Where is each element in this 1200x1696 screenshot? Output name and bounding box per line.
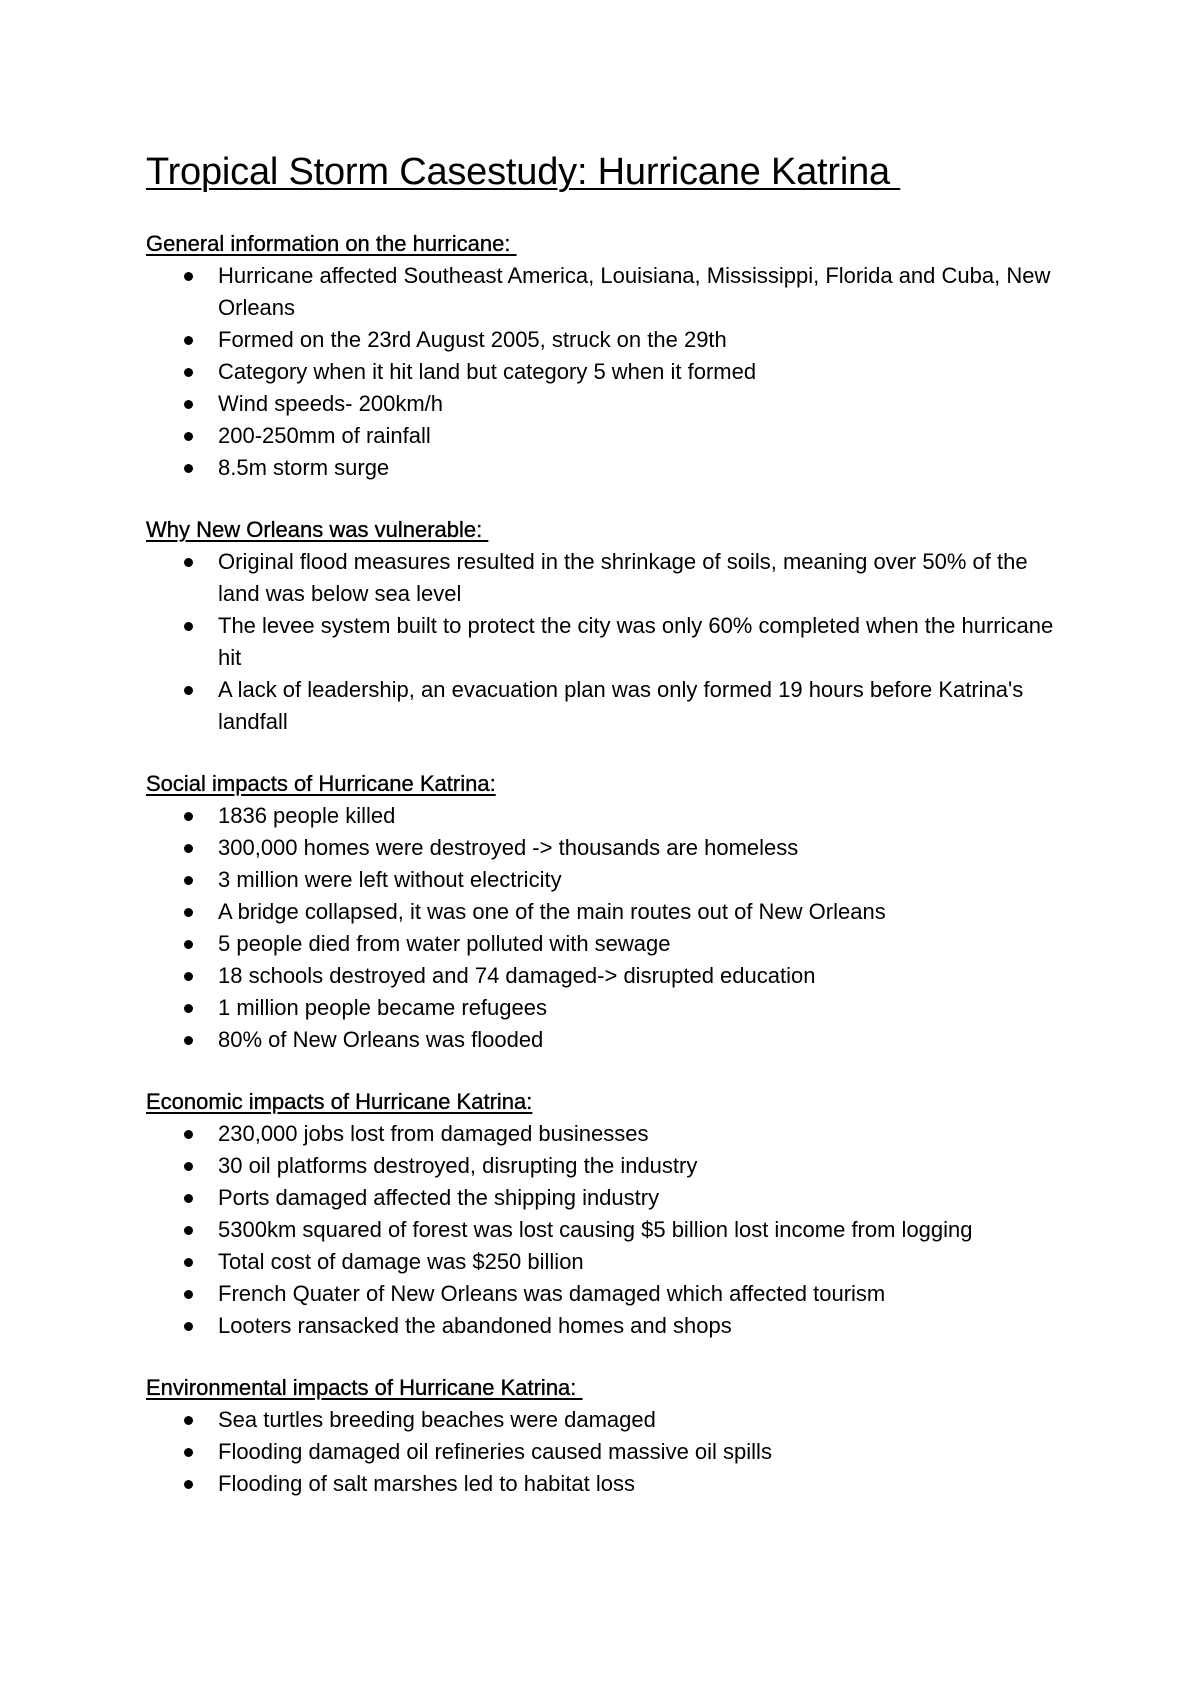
- bullet-icon: [184, 1258, 193, 1267]
- section-heading: General information on the hurricane:: [146, 231, 517, 256]
- list-item: [146, 896, 1066, 928]
- page-title: Tropical Storm Casestudy: Hurricane Katrina: [146, 151, 901, 193]
- bullet-icon: [184, 622, 193, 631]
- list-item-text: 5300km squared of forest was lost causing $5 billion lost income from logging: [218, 1217, 973, 1242]
- bullet-icon: [184, 1416, 193, 1425]
- list-item: [146, 1310, 1066, 1342]
- bullet-icon: [184, 1130, 193, 1139]
- bullet-list: [146, 260, 1066, 484]
- list-item: [146, 1024, 1066, 1056]
- list-item-text: A bridge collapsed, it was one of the main routes out of New Orleans: [218, 899, 886, 924]
- list-item: [146, 992, 1066, 1024]
- bullet-icon: [184, 1036, 193, 1045]
- list-item: [146, 420, 1066, 452]
- bullet-icon: [184, 1194, 193, 1203]
- list-item: [146, 1404, 1066, 1436]
- list-item: [146, 1118, 1066, 1150]
- list-item: [146, 832, 1066, 864]
- list-item-text: 1836 people killed: [218, 803, 396, 828]
- bullet-list: [146, 1404, 1066, 1500]
- list-item: [146, 260, 1066, 324]
- list-item-text: A lack of leadership, an evacuation plan was only formed 19 hours before Katrina's landfall: [218, 677, 1024, 734]
- list-item-text: Formed on the 23rd August 2005, struck on the 29th: [218, 327, 727, 352]
- bullet-icon: [184, 908, 193, 917]
- list-item-text: 18 schools destroyed and 74 damaged-> disrupted education: [218, 963, 816, 988]
- bullet-icon: [184, 686, 193, 695]
- bullet-icon: [184, 1448, 193, 1457]
- section-heading: Environmental impacts of Hurricane Katrina:: [146, 1375, 583, 1400]
- bullet-list: [146, 1118, 1066, 1342]
- list-item: [146, 928, 1066, 960]
- list-item-text: 8.5m storm surge: [218, 455, 390, 480]
- bullet-icon: [184, 1162, 193, 1171]
- list-item-text: Category when it hit land but category 5 when it formed: [218, 359, 757, 384]
- list-item: [146, 960, 1066, 992]
- list-item-text: Flooding damaged oil refineries caused massive oil spills: [218, 1439, 772, 1464]
- bullet-icon: [184, 432, 193, 441]
- section-social-impacts: [146, 768, 1066, 1056]
- section-vulnerability: [146, 514, 1066, 738]
- section-heading: Social impacts of Hurricane Katrina:: [146, 771, 496, 796]
- list-item: [146, 546, 1066, 610]
- list-item-text: 200-250mm of rainfall: [218, 423, 431, 448]
- list-item: [146, 1468, 1066, 1500]
- list-item-text: 80% of New Orleans was flooded: [218, 1027, 544, 1052]
- list-item-text: Wind speeds- 200km/h: [218, 391, 443, 416]
- list-item: [146, 356, 1066, 388]
- list-item: [146, 1214, 1066, 1246]
- bullet-icon: [184, 400, 193, 409]
- bullet-icon: [184, 368, 193, 377]
- list-item: [146, 452, 1066, 484]
- list-item: [146, 1150, 1066, 1182]
- bullet-icon: [184, 272, 193, 281]
- list-item: [146, 1436, 1066, 1468]
- list-item-text: Sea turtles breeding beaches were damaged: [218, 1407, 656, 1432]
- bullet-icon: [184, 972, 193, 981]
- bullet-icon: [184, 1322, 193, 1331]
- list-item: [146, 1246, 1066, 1278]
- bullet-list: [146, 800, 1066, 1056]
- list-item-text: 30 oil platforms destroyed, disrupting the industry: [218, 1153, 698, 1178]
- list-item: [146, 800, 1066, 832]
- list-item-text: 1 million people became refugees: [218, 995, 547, 1020]
- bullet-icon: [184, 1004, 193, 1013]
- list-item-text: 230,000 jobs lost from damaged businesses: [218, 1121, 649, 1146]
- section-heading: Economic impacts of Hurricane Katrina:: [146, 1089, 533, 1114]
- bullet-list: [146, 546, 1066, 738]
- bullet-icon: [184, 844, 193, 853]
- list-item: [146, 674, 1066, 738]
- list-item-text: 300,000 homes were destroyed -> thousands are homeless: [218, 835, 799, 860]
- list-item: [146, 1182, 1066, 1214]
- list-item-text: 5 people died from water polluted with sewage: [218, 931, 671, 956]
- list-item-text: Flooding of salt marshes led to habitat loss: [218, 1471, 636, 1496]
- list-item: [146, 610, 1066, 674]
- list-item-text: Total cost of damage was $250 billion: [218, 1249, 584, 1274]
- bullet-icon: [184, 1480, 193, 1489]
- section-heading: Why New Orleans was vulnerable:: [146, 517, 489, 542]
- bullet-icon: [184, 876, 193, 885]
- bullet-icon: [184, 336, 193, 345]
- section-environmental-impacts: [146, 1372, 1066, 1500]
- list-item-text: Looters ransacked the abandoned homes and shops: [218, 1313, 732, 1338]
- bullet-icon: [184, 940, 193, 949]
- list-item-text: Original flood measures resulted in the shrinkage of soils, meaning over 50% of the land was below sea level: [218, 549, 1028, 606]
- bullet-icon: [184, 1290, 193, 1299]
- list-item: [146, 324, 1066, 356]
- bullet-icon: [184, 1226, 193, 1235]
- list-item: [146, 864, 1066, 896]
- list-item: [146, 1278, 1066, 1310]
- list-item-text: The levee system built to protect the city was only 60% completed when the hurricane hit: [218, 613, 1054, 670]
- list-item-text: 3 million were left without electricity: [218, 867, 562, 892]
- bullet-icon: [184, 812, 193, 821]
- section-economic-impacts: [146, 1086, 1066, 1342]
- section-general-information: [146, 228, 1066, 484]
- document-content: [146, 146, 1066, 1500]
- bullet-icon: [184, 464, 193, 473]
- list-item-text: Ports damaged affected the shipping industry: [218, 1185, 660, 1210]
- bullet-icon: [184, 558, 193, 567]
- list-item-text: French Quater of New Orleans was damaged which affected tourism: [218, 1281, 886, 1306]
- list-item-text: Hurricane affected Southeast America, Louisiana, Mississippi, Florida and Cuba, New Orleans: [218, 263, 1051, 320]
- list-item: [146, 388, 1066, 420]
